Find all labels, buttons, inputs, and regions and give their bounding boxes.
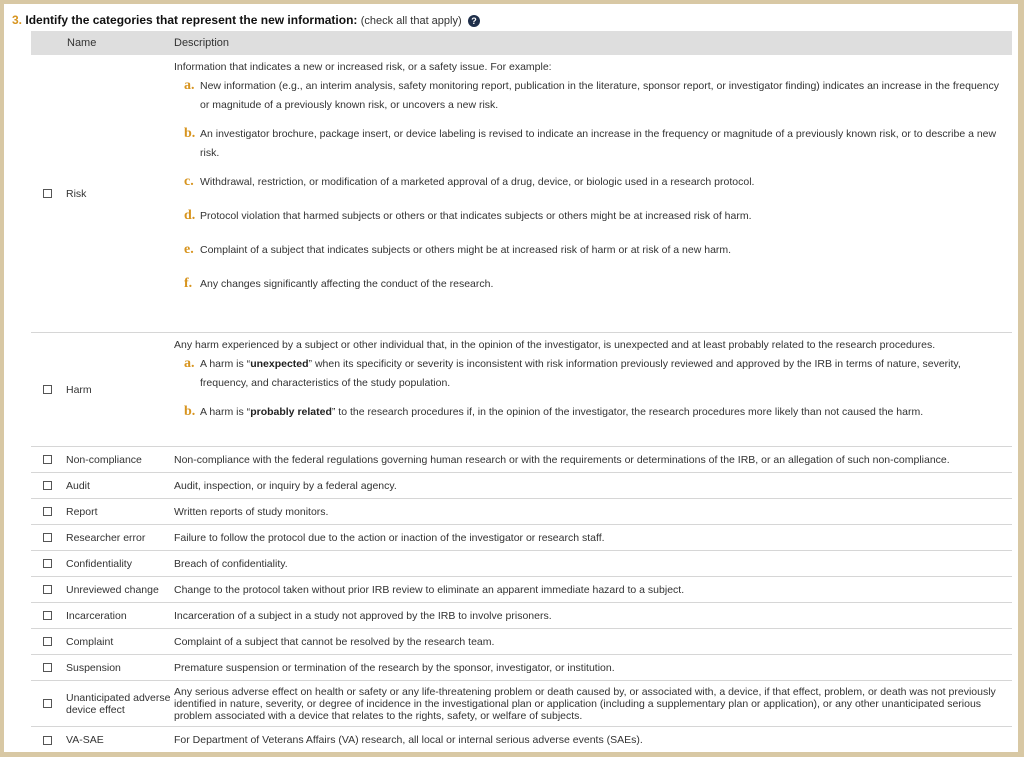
harm-label: Harm xyxy=(66,383,92,396)
risk-item-c: c. Withdrawal, restriction, or modification of a marketed approval of a drug, device, or biologic used in a research protocol. xyxy=(184,174,755,189)
risk-checkbox[interactable] xyxy=(43,189,52,198)
row-description: Non-compliance with the federal regulations governing human research or with the requirements or determinations of the IRB, or an allegation of such non-compliance. xyxy=(174,453,950,466)
question-number: 3. xyxy=(12,13,23,27)
table-row-confidentiality xyxy=(31,551,1012,577)
table-row-non-compliance xyxy=(31,447,1012,473)
harm-item-a: a. A harm is “unexpected” when its specificity or severity is inconsistent with risk information previously reviewed and approved by the IRB in terms of nature, severity, frequency, and characteristics of the study population. xyxy=(184,356,961,389)
table-row-audit xyxy=(31,473,1012,499)
incarceration-checkbox[interactable] xyxy=(43,611,52,620)
row-label: Complaint xyxy=(66,635,114,648)
question-text: Identify the categories that represent the new information: xyxy=(25,13,358,27)
row-label: Researcher error xyxy=(66,531,146,544)
row-description: Complaint of a subject that cannot be resolved by the research team. xyxy=(174,635,495,648)
table-row-report xyxy=(31,499,1012,525)
row-description: Premature suspension or termination of the research by the sponsor, investigator, or institution. xyxy=(174,661,615,674)
suspension-checkbox[interactable] xyxy=(43,663,52,672)
harm-item-b: b. A harm is “probably related” to the research procedures if, in the opinion of the investigator, the research procedures more likely than not caused the harm. xyxy=(184,404,924,419)
header-description: Description xyxy=(174,37,230,49)
complaint-checkbox[interactable] xyxy=(43,637,52,646)
table-row-risk xyxy=(31,55,1012,333)
researcher-error-checkbox[interactable] xyxy=(43,533,52,542)
table-row-unreviewed-change xyxy=(31,577,1012,603)
row-label: Unanticipated adverse device effect xyxy=(66,691,171,716)
risk-item-b: b. An investigator brochure, package insert, or device labeling is revised to indicate an increase in the frequency or magnitude of a previously known risk, or to describe a new risk. xyxy=(184,126,997,159)
row-description: Incarceration of a subject in a study not approved by the IRB to involve prisoners. xyxy=(174,609,552,622)
row-description: Written reports of study monitors. xyxy=(174,505,329,518)
table-row-incarceration xyxy=(31,603,1012,629)
table-row-suspension xyxy=(31,655,1012,681)
row-description: Any serious adverse effect on health or safety or any life-threatening problem or death caused by, or associated with, a device, if that effect, problem, or death was not previously identified in nature, severity, or degree of incidence in the investigational plan or application (including a supplementary plan or application), or any other unanticipated serious problem associated with a device that relates to the rights, safety, or welfare of subjects. xyxy=(174,685,996,722)
table-row-unanticipated-adverse-device-effect xyxy=(31,681,1012,727)
risk-description xyxy=(174,55,1012,332)
question-hint: (check all that apply) xyxy=(360,15,462,27)
row-description: Change to the protocol taken without prior IRB review to eliminate an apparent immediate hazard to a subject. xyxy=(174,583,685,596)
row-label: Unreviewed change xyxy=(66,583,159,596)
categories-table xyxy=(31,31,1012,752)
table-row-va-sae xyxy=(31,727,1012,752)
risk-intro: Information that indicates a new or increased risk, or a safety issue. For example: xyxy=(174,61,552,73)
confidentiality-checkbox[interactable] xyxy=(43,559,52,568)
risk-label: Risk xyxy=(66,187,87,200)
risk-item-d: d. Protocol violation that harmed subjects or others or that indicates subjects or others might be at increased risk of harm. xyxy=(184,208,752,223)
row-description: Failure to follow the protocol due to the action or inaction of the investigator or research staff. xyxy=(174,531,605,544)
harm-checkbox[interactable] xyxy=(43,385,52,394)
row-label: Report xyxy=(66,505,98,518)
report-checkbox[interactable] xyxy=(43,507,52,516)
row-label: Incarceration xyxy=(66,609,127,622)
row-label: Suspension xyxy=(66,661,121,674)
question-title xyxy=(12,13,480,27)
harm-description xyxy=(174,333,1012,446)
audit-checkbox[interactable] xyxy=(43,481,52,490)
row-label: Non-compliance xyxy=(66,453,142,466)
risk-item-f: f. Any changes significantly affecting the conduct of the research. xyxy=(184,276,494,291)
non-compliance-checkbox[interactable] xyxy=(43,455,52,464)
help-icon[interactable]: ? xyxy=(468,15,480,27)
table-row-harm xyxy=(31,333,1012,447)
row-description: Audit, inspection, or inquiry by a federal agency. xyxy=(174,479,397,492)
row-label: VA-SAE xyxy=(66,734,104,746)
form-frame xyxy=(4,4,1018,752)
harm-name-cell xyxy=(31,333,174,446)
unanticipated-adverse-device-effect-checkbox[interactable] xyxy=(43,699,52,708)
table-row-researcher-error xyxy=(31,525,1012,551)
header-name: Name xyxy=(67,37,97,49)
harm-intro: Any harm experienced by a subject or other individual that, in the opinion of the investigator, is unexpected and at least probably related to the research procedures. xyxy=(174,339,936,351)
row-label: Audit xyxy=(66,479,90,492)
table-header xyxy=(31,31,1012,55)
table-row-complaint xyxy=(31,629,1012,655)
row-description: Breach of confidentiality. xyxy=(174,557,288,570)
risk-item-a: a. New information (e.g., an interim analysis, safety monitoring report, publication in the literature, sponsor report, or investigator finding) indicates an increase in the frequency or magnitude of a previously known risk, or uncovers a new risk. xyxy=(184,78,999,111)
row-description: For Department of Veterans Affairs (VA) research, all local or internal serious adverse events (SAEs). xyxy=(174,734,643,746)
unreviewed-change-checkbox[interactable] xyxy=(43,585,52,594)
risk-item-e: e. Complaint of a subject that indicates subjects or others might be at increased risk of harm or at risk of a new harm. xyxy=(184,242,732,257)
va-sae-checkbox[interactable] xyxy=(43,736,52,745)
risk-name-cell xyxy=(31,55,174,332)
row-label: Confidentiality xyxy=(66,557,132,570)
